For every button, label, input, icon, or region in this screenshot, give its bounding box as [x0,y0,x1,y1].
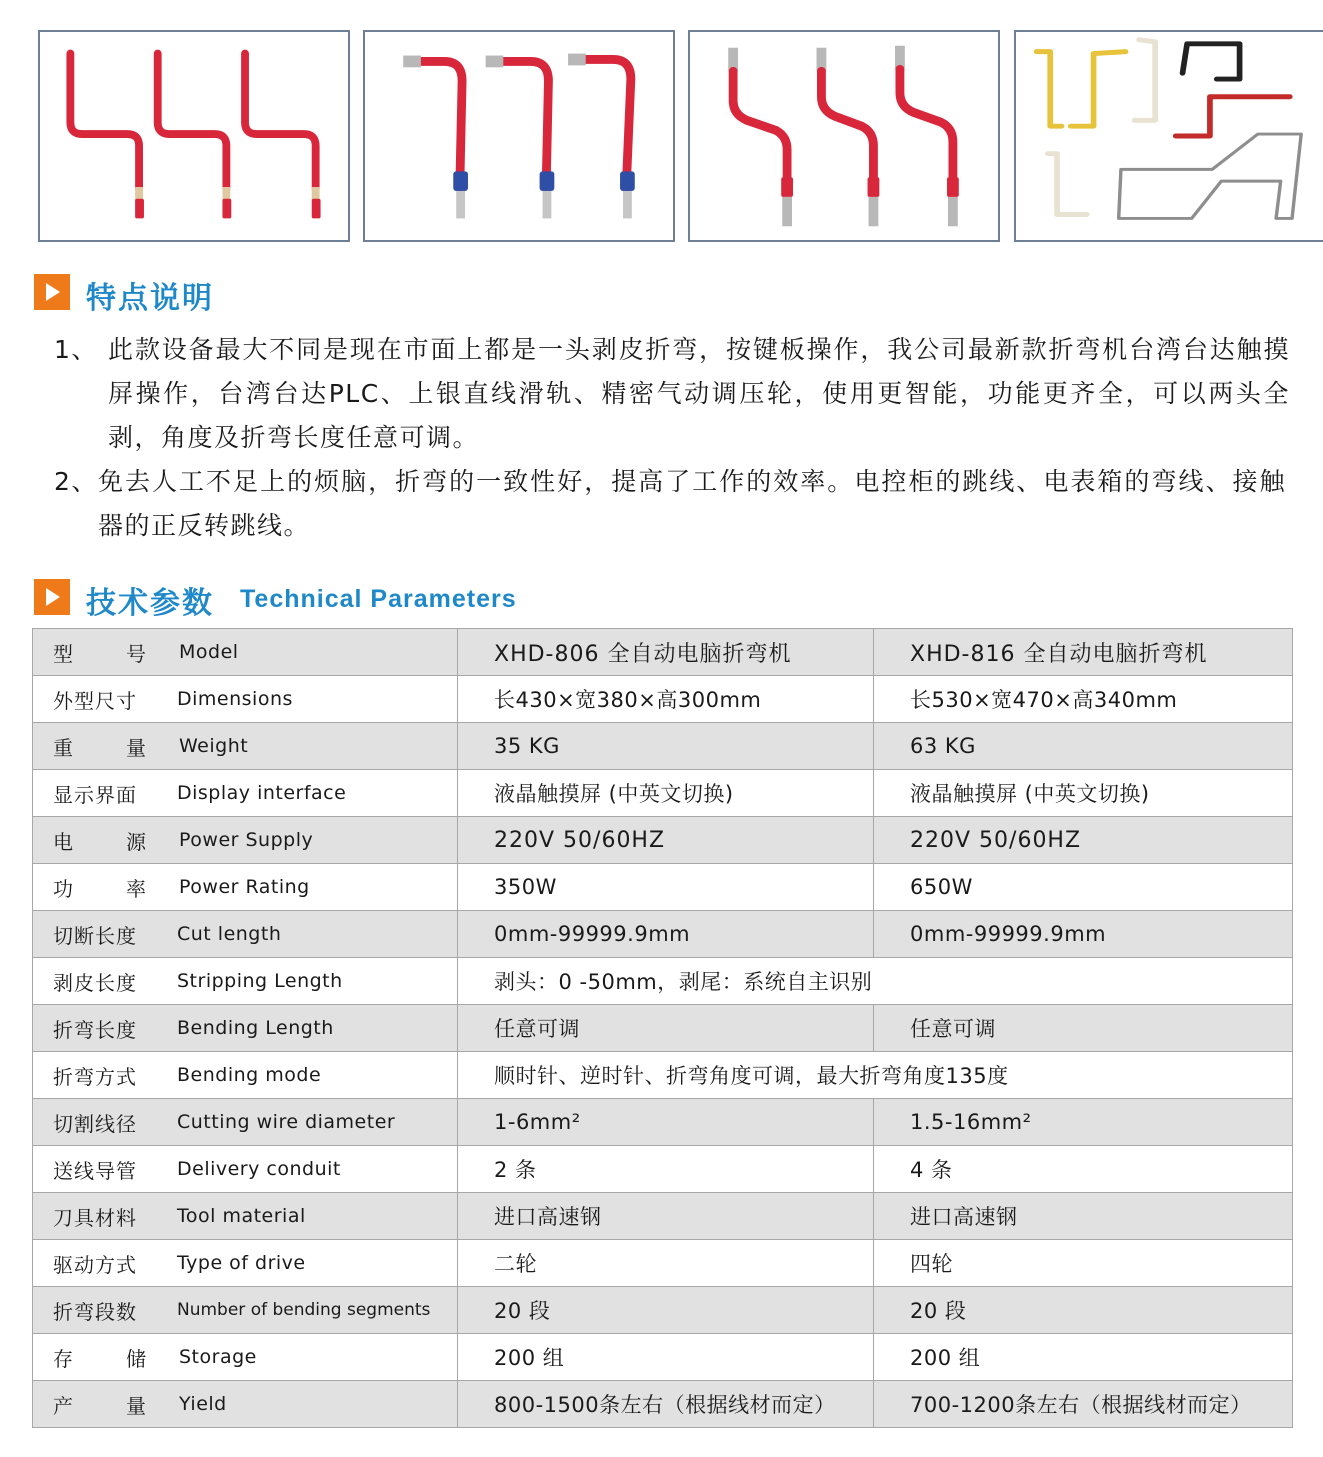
table-row [33,1287,1293,1334]
table-row [33,1052,1293,1099]
spec-value-shared: 剥头：0 -50mm，剥尾：系统自主识别 [458,958,1293,1005]
spec-label-cn [33,1343,157,1372]
spec-label-cn: 折弯方式 [53,1064,137,1089]
spec-label-en: Power Rating [179,876,310,898]
red-wire-double-terminal-illustration [690,32,998,240]
table-row [33,1099,1293,1146]
spec-value-xhd-806: 1-6mm² [458,1099,874,1146]
spec-label-cn: 折弯长度 [53,1017,137,1042]
table-row [33,1193,1293,1240]
spec-value-xhd-816: 1.5-16mm² [874,1099,1293,1146]
spec-value-xhd-816: 220V 50/60HZ [874,817,1293,864]
spec-label-cell [33,864,458,911]
spec-value-xhd-816: 63 KG [874,723,1293,770]
spec-value-xhd-806: 2 条 [458,1146,874,1193]
feature-text: 免去人工不足上的烦脑，折弯的一致性好，提高了工作的效率。电控柜的跳线、电表箱的弯线、接触器的正反转跳线。 [98,467,1286,540]
spec-value-xhd-816: 4 条 [874,1146,1293,1193]
spec-label-char: 量 [126,735,147,760]
table-row [33,676,1293,723]
spec-label-en: Bending mode [177,1064,322,1086]
spec-value-xhd-806: 长430×宽380×高300mm [458,676,874,723]
spec-value-xhd-816: 650W [874,864,1293,911]
spec-value-xhd-806: 20 段 [458,1287,874,1334]
spec-label-en: Stripping Length [177,970,343,992]
spec-label-en: Power Supply [179,829,314,851]
spec-value-xhd-806: 0mm-99999.9mm [458,911,874,958]
spec-label-cn [33,873,157,902]
spec-value-xhd-806: 二轮 [458,1240,874,1287]
product-photo-4 [1014,30,1323,242]
specs-title-cn: 技术参数 [86,586,214,621]
red-bent-wire-illustration [40,32,348,240]
spec-label-en: Type of drive [177,1252,306,1274]
spec-label-cn: 驱动方式 [53,1252,137,1277]
feature-item-2 [54,460,1294,550]
feature-number: 1、 [54,335,98,364]
spec-label-char: 号 [126,641,147,666]
spec-label-cell [33,1381,458,1428]
specs-title-en: Technical Parameters [240,585,517,613]
assorted-wires-illustration [1016,32,1323,240]
spec-label-cell [33,911,458,958]
table-row [33,1005,1293,1052]
table-row [33,1240,1293,1287]
spec-label-en: Yield [179,1393,227,1415]
spec-label-en: Cutting wire diameter [177,1111,396,1133]
spec-label-en: Cut length [177,923,282,945]
spec-value-xhd-806: 200 组 [458,1334,874,1381]
spec-label-char: 率 [126,876,147,901]
spec-value-xhd-806: XHD-806 全自动电脑折弯机 [458,629,874,676]
feature-item-1 [54,328,1294,452]
spec-label-cell [33,1240,458,1287]
spec-label-cell [33,1334,458,1381]
spec-value-xhd-816: 0mm-99999.9mm [874,911,1293,958]
spec-label-cn: 切断长度 [53,923,137,948]
spec-label-cell [33,1099,458,1146]
table-row [33,864,1293,911]
spec-label-en: Weight [179,735,249,757]
spec-value-xhd-816: 液晶触摸屏 (中英文切换) [874,770,1293,817]
spec-label-cn [33,826,157,855]
feature-text: 此款设备最大不同是现在市面上都是一头剥皮折弯，按键板操作，我公司最新款折弯机台湾台达触摸屏操作，台湾台达PLC、上银直线滑轨、精密气动调压轮，使用更智能，功能更齐全，可以两头全剥，角度及折弯长度任意可调。 [108,335,1290,452]
spec-label-cell [33,817,458,864]
spec-label-cn: 刀具材料 [53,1205,137,1230]
spec-value-xhd-816: 长530×宽470×高340mm [874,676,1293,723]
table-row [33,911,1293,958]
product-photo-2 [363,30,675,242]
table-row [33,1146,1293,1193]
spec-label-cell [33,1005,458,1052]
spec-value-xhd-806: 进口高速钢 [458,1193,874,1240]
spec-label-cn [33,638,157,667]
spec-label-char: 量 [126,1393,147,1418]
table-row [33,1381,1293,1428]
spec-label-cn: 折弯段数 [53,1299,137,1324]
spec-label-cn [33,732,157,761]
spec-label-char: 重 [53,735,74,760]
spec-label-en: Display interface [177,782,347,804]
table-row [33,1334,1293,1381]
product-photo-1 [38,30,350,242]
spec-value-xhd-806: 350W [458,864,874,911]
red-wire-with-ferrules-illustration [365,32,673,240]
spec-value-xhd-806: 220V 50/60HZ [458,817,874,864]
spec-label-cell [33,770,458,817]
features-title: 特点说明 [86,281,214,316]
spec-value-xhd-806: 35 KG [458,723,874,770]
spec-label-char: 存 [53,1346,74,1371]
feature-number: 2、 [54,467,98,496]
spec-label-cn: 外型尺寸 [53,688,137,713]
spec-label-cell [33,1052,458,1099]
spec-label-en: Storage [179,1346,257,1368]
spec-value-xhd-816: 200 组 [874,1334,1293,1381]
table-row [33,817,1293,864]
play-arrow-icon [34,579,70,615]
spec-label-en: Bending Length [177,1017,334,1039]
product-photo-3 [688,30,1000,242]
spec-value-shared: 顺时针、逆时针、折弯角度可调，最大折弯角度135度 [458,1052,1293,1099]
spec-label-cell [33,629,458,676]
spec-value-xhd-816: 20 段 [874,1287,1293,1334]
spec-label-en: Tool material [177,1205,306,1227]
spec-label-char: 产 [53,1393,74,1418]
spec-label-char: 功 [53,876,74,901]
spec-label-cn: 剥皮长度 [53,970,137,995]
spec-value-xhd-806: 任意可调 [458,1005,874,1052]
spec-label-cell [33,958,458,1005]
spec-value-xhd-816: 四轮 [874,1240,1293,1287]
table-row [33,629,1293,676]
spec-label-cn: 送线导管 [53,1158,137,1183]
table-row [33,723,1293,770]
table-row [33,958,1293,1005]
spec-label-char: 储 [126,1346,147,1371]
spec-value-xhd-806: 800-1500条左右（根据线材而定） [458,1381,874,1428]
spec-label-cn: 显示界面 [53,782,137,807]
spec-label-en: Dimensions [177,688,293,710]
spec-value-xhd-816: XHD-816 全自动电脑折弯机 [874,629,1293,676]
spec-label-cell [33,1146,458,1193]
spec-value-xhd-806: 液晶触摸屏 (中英文切换) [458,770,874,817]
play-arrow-icon [34,274,70,310]
spec-value-xhd-816: 700-1200条左右（根据线材而定） [874,1381,1293,1428]
spec-label-cn [33,1390,157,1419]
table-row [33,770,1293,817]
spec-label-en: Number of bending segments [177,1300,431,1320]
spec-label-cell [33,723,458,770]
spec-label-cell [33,676,458,723]
spec-label-en: Delivery conduit [177,1158,341,1180]
spec-label-char: 型 [53,641,74,666]
spec-label-char: 源 [126,829,147,854]
spec-value-xhd-816: 进口高速钢 [874,1193,1293,1240]
specs-table [32,628,1293,1428]
spec-label-en: Model [179,641,239,663]
spec-label-cell [33,1193,458,1240]
spec-label-cell [33,1287,458,1334]
spec-value-xhd-816: 任意可调 [874,1005,1293,1052]
spec-label-cn: 切割线径 [53,1111,137,1136]
spec-label-char: 电 [53,829,74,854]
